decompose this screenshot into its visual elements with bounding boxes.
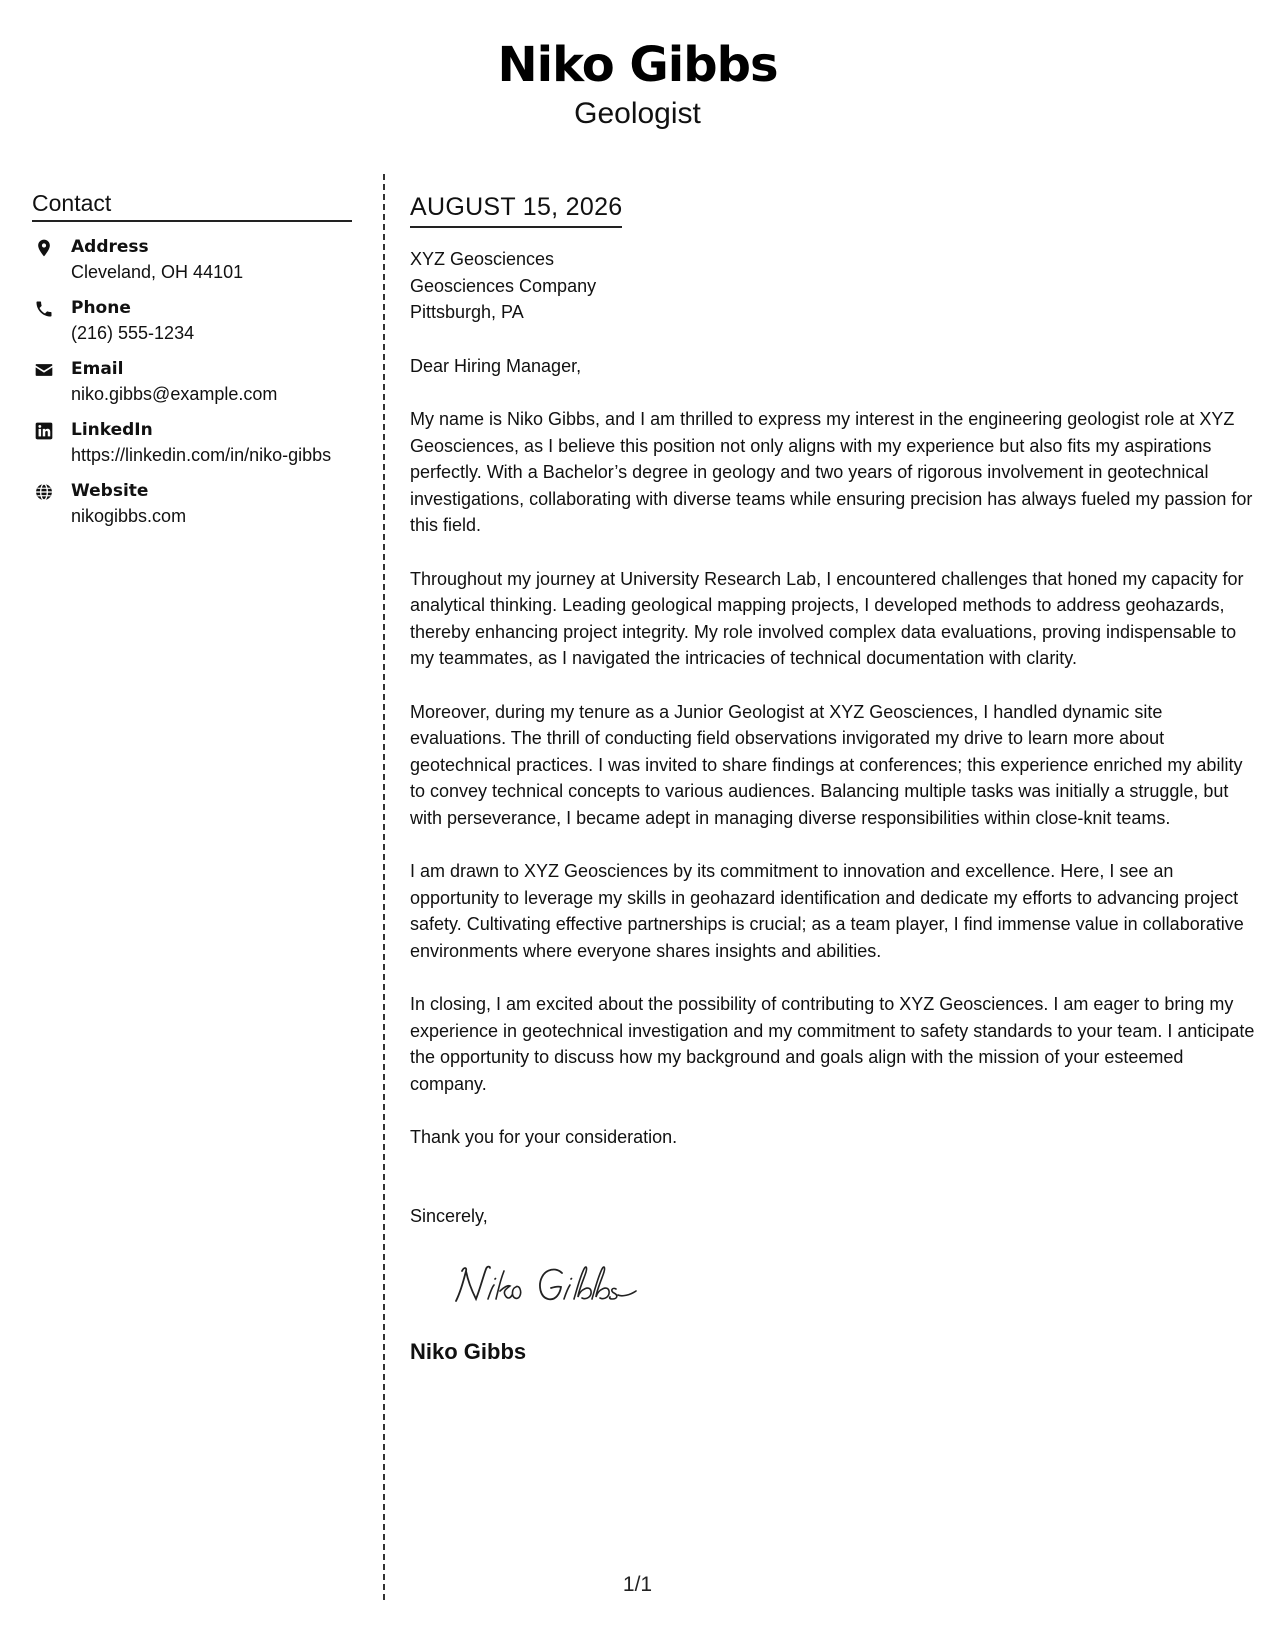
address-value: Cleveland, OH 44101	[71, 262, 244, 282]
salutation: Dear Hiring Manager,	[410, 355, 582, 376]
job-title: Geologist	[574, 97, 701, 130]
body-paragraph: Throughout my journey at University Research Lab, I encountered challenges that honed my capacity for analytical thinking. Leading geological mapping projects, I developed methods to address geohazards, thereby enhancing project integrity. My role involved complex data evaluations, proving indispensable to my teammates, as I navigated the intricacies of technical documentation with clarity.	[410, 568, 1244, 668]
linkedin-value: https://linkedin.com/in/niko-gibbs	[71, 445, 332, 465]
recipient-block	[410, 246, 1255, 326]
contact-label: LinkedIn	[71, 420, 153, 440]
website-value: nikogibbs.com	[71, 506, 187, 526]
contact-item-phone	[32, 296, 352, 346]
contact-item-address	[32, 235, 352, 285]
contact-label: Phone	[71, 298, 131, 318]
body-paragraph: Moreover, during my tenure as a Junior Geologist at XYZ Geosciences, I handled dynamic site evaluations. The thrill of conducting field observations invigorated my drive to learn more about geotechnical practices. I was invited to share findings at conferences; this experience enriched my ability to convey technical concepts to various audiences. Balancing multiple tasks was initially a struggle, but with perseverance, I became adept in managing diverse responsibilities within close-knit teams.	[410, 701, 1243, 828]
recipient-line: Geosciences Company	[410, 275, 597, 296]
recipient-line: Pittsburgh, PA	[410, 302, 524, 322]
column-divider	[383, 174, 385, 1600]
contact-item-linkedin	[32, 418, 352, 468]
body-paragraph: I am drawn to XYZ Geosciences by its commitment to innovation and excellence. Here, I see an opportunity to leverage my skills in geohazard identification and dedicate my efforts to advancing project safety. Cultivating effective partnerships is crucial; as a team player, I find immense value in collaborative environments where everyone shares insights and abilities.	[410, 861, 1244, 961]
contact-sidebar	[32, 188, 352, 529]
envelope-icon	[34, 360, 54, 380]
handwritten-signature	[450, 1255, 670, 1313]
contact-heading: Contact	[32, 188, 352, 222]
contact-label: Website	[71, 481, 149, 501]
contact-list	[32, 235, 352, 529]
body-paragraph: My name is Niko Gibbs, and I am thrilled to express my interest in the engineering geologist role at XYZ Geosciences, as I believe this position not only aligns with my experience but also fits my aspirations perfectly. With a Bachelor’s degree in geology and two years of rigorous involvement in geotechnical investigations, collaborating with diverse teams while ensuring precision has always fueled my passion for this field.	[410, 409, 1253, 535]
signed-name: Niko Gibbs	[410, 1338, 527, 1364]
map-pin-icon	[34, 238, 54, 258]
body-paragraph: In closing, I am excited about the possibility of contributing to XYZ Geosciences. I am eager to bring my experience in geotechnical investigation and my commitment to safety standards to your team. I anticipate the opportunity to discuss how my background and goals align with the mission of your esteemed company.	[410, 994, 1255, 1094]
body-paragraph: Thank you for your consideration.	[410, 1127, 678, 1147]
phone-icon	[34, 299, 54, 319]
linkedin-icon	[34, 421, 54, 441]
letter-date: AUGUST 15, 2026	[410, 190, 622, 228]
contact-label: Address	[71, 237, 149, 257]
letter-body	[410, 190, 1255, 1367]
contact-item-email	[32, 357, 352, 407]
page-number: 1/1	[622, 1573, 653, 1596]
email-value: niko.gibbs@example.com	[71, 384, 278, 404]
contact-item-website	[32, 479, 352, 529]
recipient-line: XYZ Geosciences	[410, 249, 555, 269]
globe-icon	[34, 482, 54, 502]
contact-label: Email	[71, 359, 124, 379]
applicant-name: Niko Gibbs	[497, 37, 778, 93]
letter-header	[0, 34, 1275, 132]
closing-line: Sincerely,	[410, 1205, 488, 1226]
phone-value: (216) 555-1234	[71, 323, 195, 343]
